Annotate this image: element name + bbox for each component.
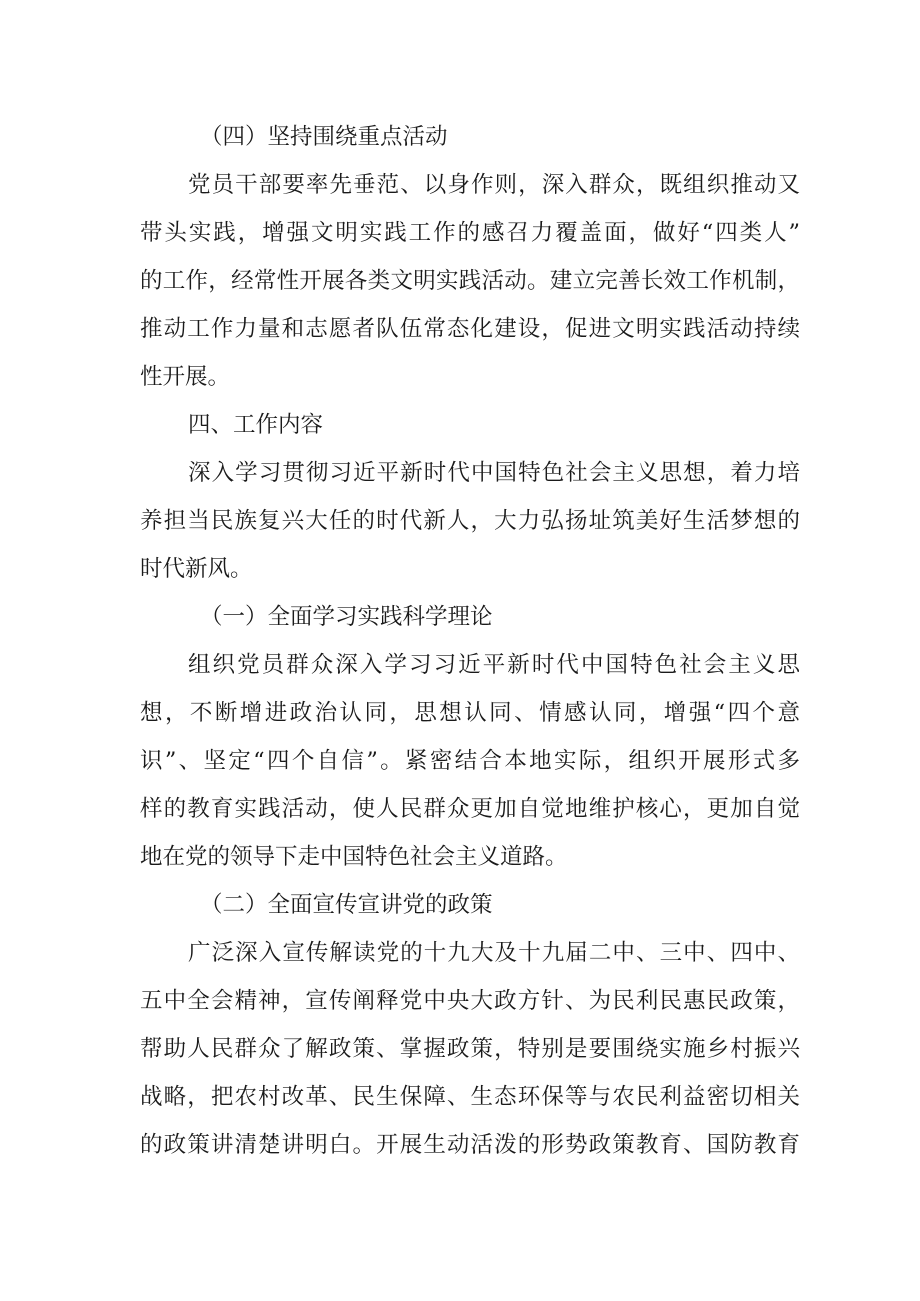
subheading-four: （四）坚持围绕重点活动	[200, 124, 448, 150]
paragraph-line: 组织党员群众深入学习习近平新时代中国特色社会主义思	[188, 652, 800, 678]
paragraph-line: 战略，把农村改革、民生保障、生态环保等与农民利益密切相关	[140, 1084, 800, 1110]
paragraph-line: 识”、坚定“四个自信”。紧密结合本地实际，组织开展形式多	[140, 748, 800, 774]
paragraph-line: 养担当民族复兴大任的时代新人，大力弘扬址筑美好生活梦想的	[140, 508, 800, 534]
subheading-one: （一）全面学习实践科学理论	[200, 604, 493, 630]
paragraph-line: 帮助人民群众了解政策、掌握政策，特别是要围绕实施乡村振兴	[140, 1036, 800, 1062]
paragraph-line: 想，不断增进政治认同，思想认同、情感认同，增强“四个意	[140, 700, 800, 726]
paragraph-line: 性开展。	[140, 364, 231, 390]
paragraph-line: 带头实践，增强文明实践工作的感召力覆盖面，做好“四类人”	[140, 220, 800, 246]
section-title: 四、工作内容	[188, 412, 324, 438]
paragraph-line: 的政策讲清楚讲明白。开展生动活泼的形势政策教育、国防教育	[140, 1132, 800, 1158]
paragraph-line: 五中全会精神，宣传阐释党中央大政方针、为民利民惠民政策，	[140, 988, 800, 1014]
paragraph-line: 推动工作力量和志愿者队伍常态化建设，促进文明实践活动持续	[140, 316, 800, 342]
subheading-two: （二）全面宣传宣讲党的政策	[200, 892, 493, 918]
paragraph-line: 地在党的领导下走中国特色社会主义道路。	[140, 844, 568, 870]
paragraph-line: 样的教育实践活动，使人民群众更加自觉地维护核心，更加自觉	[140, 796, 800, 822]
paragraph-line: 的工作，经常性开展各类文明实践活动。建立完善长效工作机制，	[140, 268, 800, 294]
document-body	[140, 113, 800, 1169]
paragraph-line: 党员干部要率先垂范、以身作则，深入群众，既组织推动又	[188, 172, 800, 198]
paragraph-line: 深入学习贯彻习近平新时代中国特色社会主义思想，着力培	[188, 460, 800, 486]
paragraph-line: 时代新风。	[140, 556, 253, 582]
paragraph-line: 广泛深入宣传解读党的十九大及十九届二中、三中、四中、	[188, 940, 800, 966]
